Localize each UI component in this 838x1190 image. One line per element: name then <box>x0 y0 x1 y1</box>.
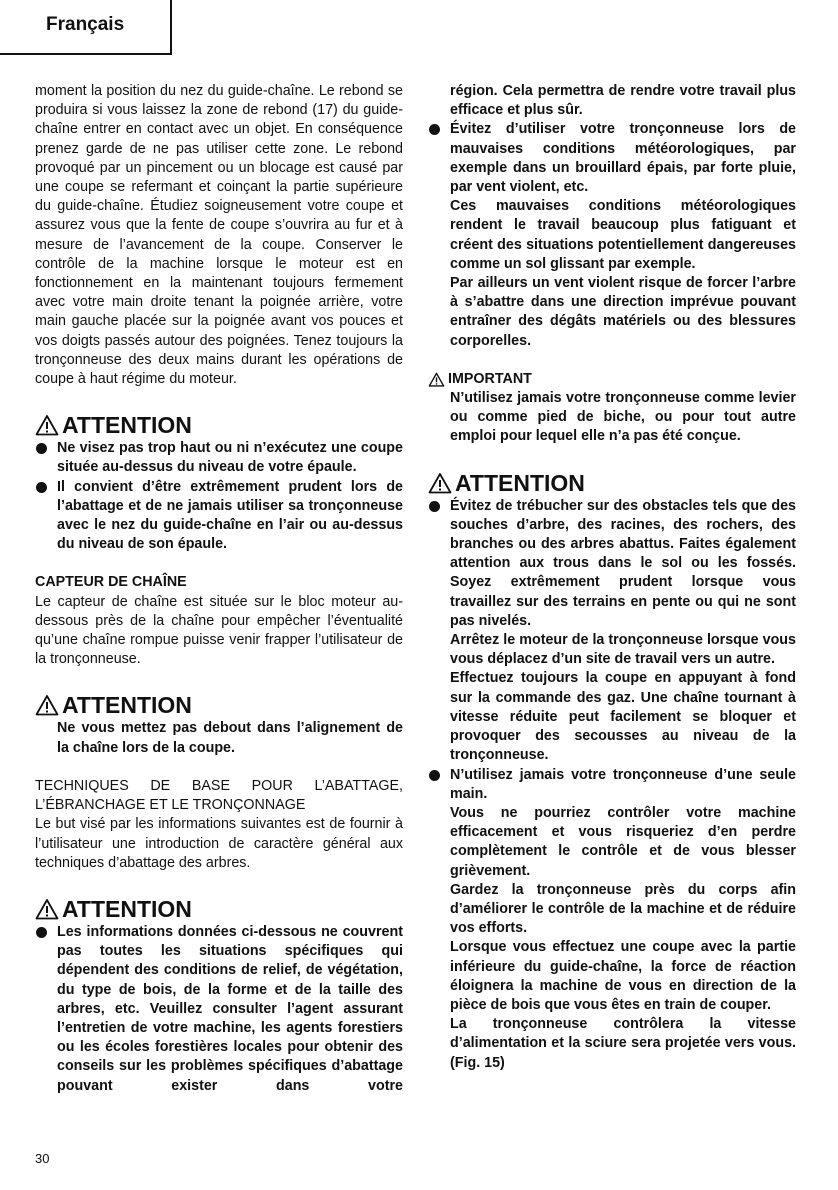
attention-1-bullet-1: Ne visez pas trop haut ou ni n’exécutez une coupe située au-dessus du niveau de votre épaule. <box>35 439 403 477</box>
attention-4-bullet-1: Évitez de trébucher sur des obstacles tels que des souches d’arbre, des racines, des rochers, des branches ou des arbres abattus. Faites également attention aux trous dans le sol ou les fossés. Soyez extrêmement prudent lorsque vous travaillez sur des terrains en pente ou qui ne sont pas nivelés. <box>428 497 796 631</box>
important-title: IMPORTANT <box>448 370 532 387</box>
warning-triangle-icon <box>35 414 59 436</box>
attention-4-b2-paragraph-3: Gardez la tronçonneuse près du corps afin d’améliorer le contrôle de la machine et de réduire vos efforts. <box>450 881 796 937</box>
bullet-dot-icon <box>429 770 440 781</box>
page-number: 30 <box>35 1151 50 1166</box>
language-tab <box>0 0 172 55</box>
attention-4-b2-paragraph-2: Vous ne pourriez contrôler votre machine efficacement et vous risqueriez d’en perdre complètement le contrôle et de vous blesser grièvement. <box>450 804 796 879</box>
weather-paragraph-3: Par ailleurs un vent violent risque de forcer l’arbre à s’abattre dans une direction imprévue pouvant entraîner des dégâts matériels ou des blessures corporelles. <box>450 275 796 349</box>
intro-paragraph: moment la position du nez du guide-chaîne. Le rebond se produira si vous laissez la zone de rebond (17) du guide-chaîne entrer en contact avec un objet. En conséquence prenez garde de ne pas utiliser cette zone. Le rebond provoqué par un pincement ou un blocage est causé par une coupe se refermant et coinçant la partie supérieure du guide-chaîne. Étudiez soigneusement votre coupe et assurez vous que la fente de coupe s’ouvrira au fur et à mesure de l’avancement de la coupe. Conserver le contrôle de la machine lorsque le moteur est en fonctionnement en la maintenant toujours fermement avec votre main droite tenant la poignée arrière, votre main gauche placée sur la poignée avant vos pouces et vos doigts passés autour des poignées. Tenez toujours la tronçonneuse des deux mains durant les opérations de coupe à haut régime du moteur. <box>35 83 403 388</box>
attention-1-bullet-2: Il convient d’être extrêmement prudent lors de l’abattage et de ne jamais utiliser sa tronçonneuse avec le nez du guide-chaîne en l’air ou au-dessus du niveau de son épaule. <box>35 478 403 555</box>
attention-4-bullet-2: N’utilisez jamais votre tronçonneuse d’une seule main. <box>428 766 796 804</box>
attention-4-b2-paragraph-5: La tronçonneuse contrôlera la vitesse d’alimentation et la sciure sera projetée vers vous. (Fig. 15) <box>450 1016 796 1071</box>
important-text: N’utilisez jamais votre tronçonneuse comme levier ou comme pied de biche, ou pour tout autre emploi pour lequel elle n’a pas été conçue. <box>450 390 796 445</box>
bullet-dot-icon <box>36 482 47 493</box>
warning-triangle-icon <box>35 898 59 920</box>
weather-paragraph-2: Ces mauvaises conditions météorologiques rendent le travail beaucoup plus fatiguant et créent des situations potentiellement dangereuses comme un sol glissant par exemple. <box>450 198 796 272</box>
capteur-heading: CAPTEUR DE CHAÎNE <box>35 574 187 591</box>
attention-2-text: Ne vous mettez pas debout dans l’alignement de la chaîne lors de la coupe. <box>57 720 403 756</box>
attention-4-b1-paragraph-2: Arrêtez le moteur de la tronçonneuse lorsque vous vous déplacez d’un site de travail vers un autre. <box>450 632 796 668</box>
attention-4-b2-paragraph-4: Lorsque vous effectuez une coupe avec la partie inférieure du guide-chaîne, la force de réaction éloignera la machine de vous en direction de la pièce de bois que vous êtes en train de couper. <box>450 939 796 1013</box>
attention-heading-3 <box>35 895 403 923</box>
continuation-text: région. Cela permettra de rendre votre travail plus efficace et plus sûr. <box>450 83 796 119</box>
warning-triangle-icon <box>428 472 452 494</box>
important-heading <box>428 370 796 389</box>
attention-title: ATTENTION <box>455 469 585 496</box>
attention-3-bullet: Les informations données ci-dessous ne couvrent pas toutes les situations spécifiques qui dépendent des conditions de relief, de végétation, du type de bois, de la forme et de la taille des arbres, etc. Veuillez consulter l’agent assurant l’entretien de votre machine, les agents forestiers ou les écoles forestières locales pour obtenir des conseils sur les problèmes spécifiques d’abattage pouvant exister dans votre <box>35 923 403 1096</box>
right-column <box>428 82 796 1073</box>
attention-title: ATTENTION <box>62 412 192 439</box>
attention-title: ATTENTION <box>62 895 192 922</box>
left-column <box>35 82 403 1096</box>
language-label: Français <box>46 14 125 35</box>
attention-4-b1-paragraph-3: Effectuez toujours la coupe en appuyant à fond sur la commande des gaz. Une chaîne tournant à vitesse réduite peut facilement se bloquer et provoquer des secousses au niveau de la tronçonneuse. <box>450 670 796 764</box>
attention-heading-2 <box>35 691 403 719</box>
warning-triangle-icon <box>428 372 445 387</box>
techniques-paragraph: Le but visé par les informations suivantes est de fournir à l’utilisateur une introduction de caractère général aux techniques d’abattage des arbres. <box>35 816 403 871</box>
warning-triangle-icon <box>35 694 59 716</box>
bullet-dot-icon <box>429 124 440 135</box>
weather-bullet: Évitez d’utiliser votre tronçonneuse lors de mauvaises conditions météorologiques, par exemple dans un brouillard épais, par forte pluie, par vent violent, etc. <box>428 120 796 197</box>
bullet-dot-icon <box>429 501 440 512</box>
attention-heading-4 <box>428 469 796 497</box>
attention-title: ATTENTION <box>62 692 192 719</box>
bullet-dot-icon <box>36 927 47 938</box>
attention-heading-1 <box>35 411 403 439</box>
techniques-heading-line-2: L’ÉBRANCHAGE ET LE TRONÇONNAGE <box>35 797 306 814</box>
bullet-dot-icon <box>36 443 47 454</box>
capteur-paragraph: Le capteur de chaîne est située sur le bloc moteur au-dessous près de la chaîne pour empêcher l’éventualité qu’une chaîne rompue puisse venir frapper l’utilisateur de la tronçonneuse. <box>35 593 403 668</box>
techniques-heading-line-1: TECHNIQUES DE BASE POUR L’ABATTAGE, <box>35 777 403 794</box>
